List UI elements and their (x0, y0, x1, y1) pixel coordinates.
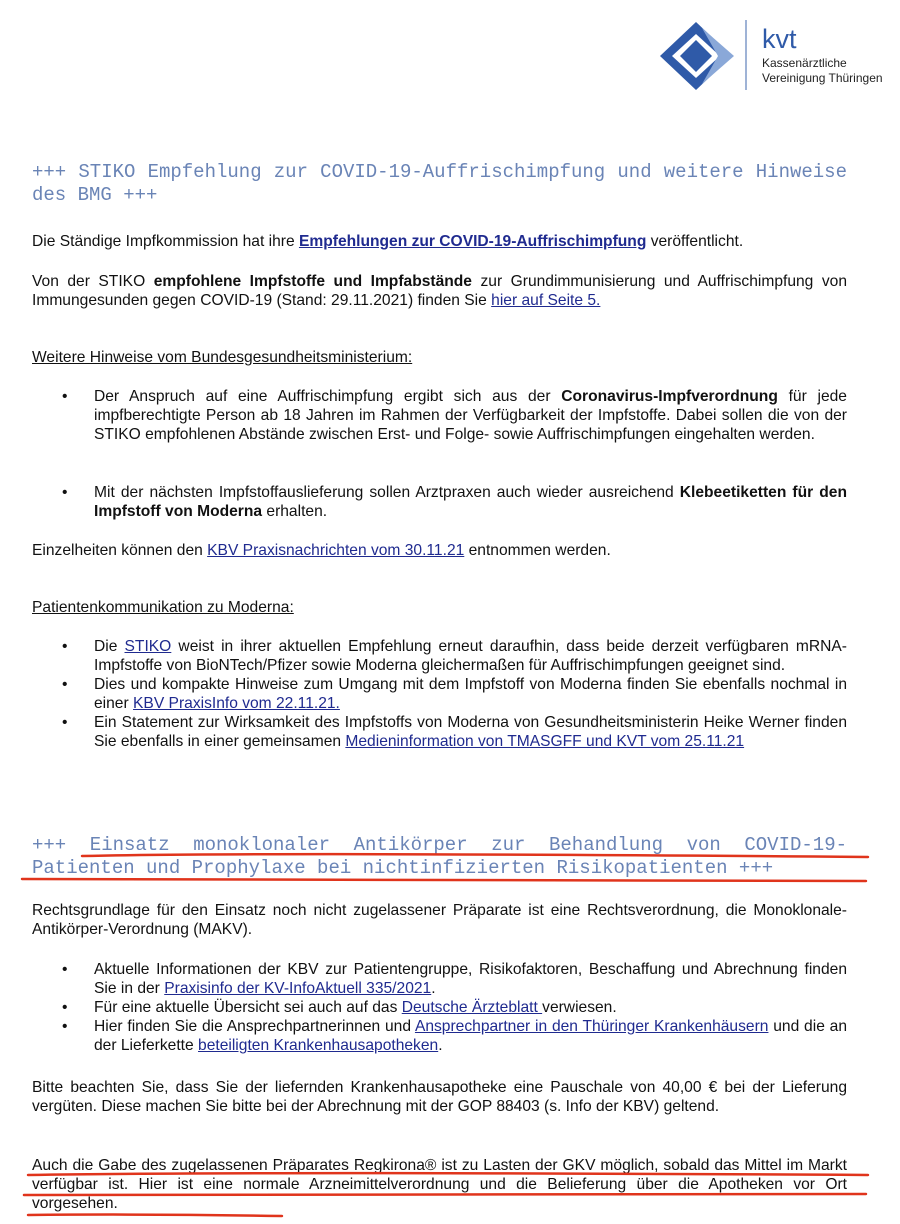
bmg-bullet-list (32, 387, 847, 444)
subheading-moderna: Patientenkommunikation zu Moderna: (32, 599, 294, 616)
list-item: • Aktuelle Informationen der KBV zur Patientengruppe, Risikofaktoren, Beschaffung und Abrechnung finden Sie in der Praxisinfo der KV-InfoAktuell 335/2021. (62, 961, 847, 997)
bullet-icon: • (62, 1018, 68, 1035)
link-praxisinfo-kv-infoaktuell[interactable]: Praxisinfo der KV-InfoAktuell 335/2021 (164, 980, 432, 997)
section2-heading: +++ Einsatz monoklonaler Antikörper zur Behandlung von COVID-19-Patienten und Prophylaxe bei nichtinfizierten Risikopatienten +++ (32, 834, 847, 879)
subheading-bmg: Weitere Hinweise vom Bundesgesundheitsministerium: (32, 349, 413, 366)
bmg-bullet-list-2 (32, 483, 847, 521)
link-deutsche-aerzteblatt[interactable]: Deutsche Ärzteblatt (401, 999, 543, 1016)
list-item: • Ein Statement zur Wirksamkeit des Impfstoffs von Moderna von Gesundheitsministerin Heike Werner finden Sie ebenfalls in einer gemeinsamen Medieninformation von TMASGFF und KVT vom 25.11.21 (62, 714, 847, 750)
link-ansprechpartner-krankenhaeuser[interactable]: Ansprechpartner in den Thüringer Krankenhäusern (414, 1018, 769, 1035)
kvt-logo (658, 20, 893, 92)
logo-divider (745, 20, 747, 90)
bullet-icon: • (62, 638, 68, 655)
link-stiko[interactable]: STIKO (124, 638, 172, 655)
bullet-icon: • (62, 999, 68, 1016)
bullet-icon: • (62, 388, 68, 405)
bullet-icon: • (62, 676, 68, 693)
logo-line-2: Vereinigung Thüringen (762, 71, 883, 85)
antikoerper-bullet-list (32, 960, 847, 1055)
list-item: • Dies und kompakte Hinweise zum Umgang mit dem Impfstoff von Moderna finden Sie ebenfalls nochmal in einer KBV PraxisInfo vom 22.11.21. (62, 676, 847, 712)
section1-paragraph-3: Einzelheiten können den KBV Praxisnachrichten vom 30.11.21 entnommen werden. (32, 542, 611, 559)
link-medieninformation[interactable]: Medieninformation von TMASGFF und KVT vom 25.11.21 (345, 733, 745, 750)
bullet-icon: • (62, 961, 68, 978)
logo-abbr: kvt (762, 24, 797, 54)
bullet-icon: • (62, 484, 68, 501)
list-item: • Hier finden Sie die Ansprechpartnerinnen und Ansprechpartner in den Thüringer Krankenhäusern und die an der Lieferkette beteiligten Krankenhausapotheken. (62, 1018, 848, 1054)
list-item: • Die STIKO weist in ihrer aktuellen Empfehlung erneut daraufhin, dass beide derzeit verfügbaren mRNA-Impfstoffe von BioNTech/Pfizer sowie Moderna gleichermaßen für Auffrischimpfungen geeignet sind. (62, 638, 847, 674)
section1-heading: +++ STIKO Empfehlung zur COVID-19-Auffrischimpfung und weitere Hinweise des BMG +++ (32, 161, 847, 206)
logo-line-1: Kassenärztliche (762, 56, 847, 70)
link-hier-auf-seite-5[interactable]: hier auf Seite 5. (491, 292, 601, 309)
link-kbv-praxisnachrichten[interactable]: KBV Praxisnachrichten vom 30.11.21 (207, 542, 465, 559)
link-empfehlungen-auffrischimpfung[interactable]: Empfehlungen zur COVID-19-Auffrischimpfung (298, 233, 647, 250)
moderna-bullet-list (32, 637, 847, 751)
section2-paragraph-3: Auch die Gabe des zugelassenen Präparates Regkirona® ist zu Lasten der GKV möglich, sobald das Mittel im Markt verfügbar ist. Hier ist eine normale Arzneimittelverordnung und die Belieferung über die Apotheken vor Ort vorgesehen. (32, 1157, 847, 1212)
link-krankenhausapotheken[interactable]: beteiligten Krankenhausapotheken (198, 1037, 439, 1054)
link-kbv-praxisinfo[interactable]: KBV PraxisInfo vom 22.11.21. (133, 695, 340, 712)
list-item: • Der Anspruch auf eine Auffrischimpfung ergibt sich aus der Coronavirus-Impfverordnung für jede impfberechtigte Person ab 18 Jahren im Rahmen der Verfügbarkeit der Impfstoffe. Dabei sollen die von der STIKO empfohlenen Abstände zwischen Erst- und Folge- sowie Auffrischimpfungen eingehalten werden. (62, 388, 847, 443)
list-item: • Für eine aktuelle Übersicht sei auch auf das Deutsche Ärzteblatt verwiesen. (62, 999, 617, 1016)
list-item: • Mit der nächsten Impfstoffauslieferung sollen Arztpraxen auch wieder ausreichend Klebeetiketten für den Impfstoff von Moderna erhalten. (62, 484, 847, 520)
bullet-icon: • (62, 714, 68, 731)
section2-paragraph-2: Bitte beachten Sie, dass Sie der liefernden Krankenhausapotheke eine Pauschale von 40,00 € bei der Lieferung vergüten. Diese machen Sie bitte bei der Abrechnung mit der GOP 88403 (s. Info der KBV) geltend. (32, 1079, 847, 1115)
kvt-logo-mark-icon (658, 20, 738, 92)
section1-paragraph-1: Die Ständige Impfkommission hat ihre Empfehlungen zur COVID-19-Auffrischimpfung veröffentlicht. (32, 233, 744, 250)
section1-paragraph-2: Von der STIKO empfohlene Impfstoffe und Impfabstände zur Grundimmunisierung und Auffrischimpfung von Immungesunden gegen COVID-19 (Stand: 29.11.2021) finden Sie hier auf Seite 5. (32, 273, 847, 309)
section2-paragraph-1: Rechtsgrundlage für den Einsatz noch nicht zugelassener Präparate ist eine Rechtsverordnung, die Monoklonale-Antikörper-Verordnung (MAKV). (32, 902, 847, 938)
